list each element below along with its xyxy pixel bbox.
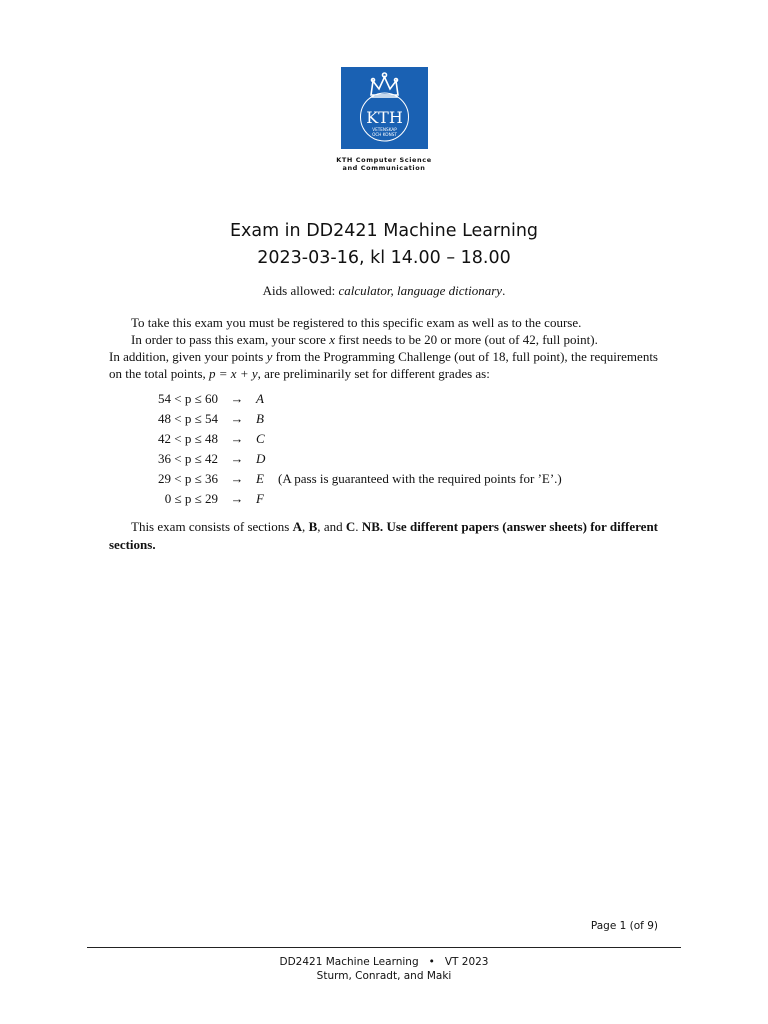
arrow-icon: → xyxy=(230,391,244,406)
footer-authors: Sturm, Conradt, and Maki xyxy=(316,970,452,982)
grade-row: 36 < p ≤ 42 → D xyxy=(144,449,562,469)
footer xyxy=(0,955,768,983)
grade-row: 48 < p ≤ 54 → B xyxy=(144,409,562,429)
grade-note: (A pass is guaranteed with the required points for ’E’.) xyxy=(278,471,562,486)
grade-table xyxy=(144,389,562,509)
logo-text: KTH xyxy=(366,108,403,127)
grading-paragraph: In order to pass this exam, your score x first needs to be 20 or more (out of 42, full point). In addition, given your points y from the Programming Challenge (out of 18, full point), the requirements on the total points, p = x + y, are preliminarily set for different grades as: xyxy=(109,332,658,381)
svg-text:VETENSKAP: VETENSKAP xyxy=(372,127,397,132)
grade-row: 54 < p ≤ 60 → A xyxy=(144,389,562,409)
arrow-icon: → xyxy=(230,491,244,506)
arrow-icon: → xyxy=(230,451,244,466)
exam-date: 2023-03-16, kl 14.00 – 18.00 xyxy=(257,248,511,268)
aids-allowed: Aids allowed: calculator, language dictionary. xyxy=(262,283,506,298)
kth-logo xyxy=(341,67,428,149)
registration-paragraph: To take this exam you must be registered to this specific exam as well as to the course. xyxy=(131,315,582,330)
arrow-icon: → xyxy=(230,471,244,486)
grade-row: 42 < p ≤ 48 → C xyxy=(144,429,562,449)
page-number: Page 1 (of 9) xyxy=(590,920,658,932)
footer-divider xyxy=(87,947,681,948)
sections-paragraph: This exam consists of sections A, B, and C. NB. Use different papers (answer sheets) for different sections. xyxy=(109,519,659,552)
grade-row: 29 < p ≤ 36 → E (A pass is guaranteed with the required points for ’E’.) xyxy=(144,469,562,489)
svg-text:OCH KONST: OCH KONST xyxy=(372,132,397,137)
department-label: KTH Computer Science and Communication xyxy=(336,156,432,172)
footer-course: DD2421 Machine Learning • VT 2023 xyxy=(279,956,489,968)
grade-row: 0 ≤ p ≤ 29 → F xyxy=(144,489,562,509)
arrow-icon: → xyxy=(230,431,244,446)
arrow-icon: → xyxy=(230,411,244,426)
exam-title: Exam in DD2421 Machine Learning xyxy=(229,221,539,241)
crown-icon xyxy=(341,67,428,149)
